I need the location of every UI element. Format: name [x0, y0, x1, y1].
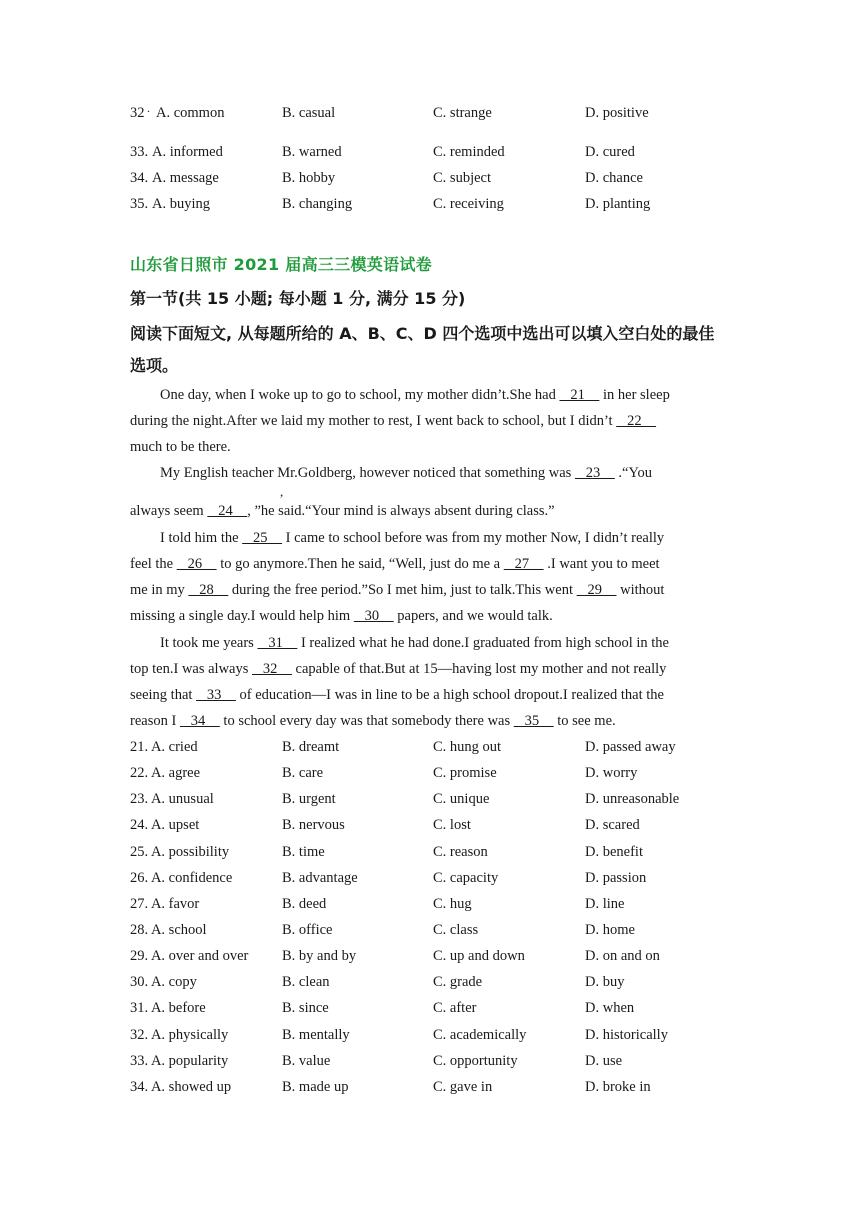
option-b: B. by and by [282, 948, 357, 964]
passage-text: .I want you to meet [543, 556, 660, 572]
passage-text: I realized what he had done.I graduated from high school in the [297, 635, 669, 651]
question-options [130, 762, 750, 784]
blank-23: 23 [574, 465, 615, 481]
passage-text: feel the [130, 556, 177, 572]
option-c: C. gave in [433, 1079, 493, 1095]
option-d: D. benefit [585, 844, 643, 860]
question-options [130, 1076, 750, 1098]
blank-31: 31 [257, 635, 298, 651]
option-d: D. buy [585, 974, 625, 990]
blank-21: 21 [559, 387, 600, 403]
option-a: A. message [152, 170, 219, 186]
option-c: C. after [433, 1000, 477, 1016]
option-d: D. passion [585, 870, 647, 886]
question-options [130, 841, 750, 863]
option-c: C. promise [433, 765, 497, 781]
option-a: A. buying [152, 196, 210, 212]
question-options [130, 919, 750, 941]
passage-text: always seem [130, 503, 208, 519]
passage-text: capable of that.But at 15—having lost my mother and not really [291, 661, 667, 677]
question-34-options [130, 167, 750, 189]
passage-text: during the free period.”So I met him, just to talk.This went [228, 582, 577, 598]
passage-line [130, 410, 730, 432]
option-b: B. made up [282, 1079, 349, 1095]
passage-text: One day, when I woke up to go to school, my mother didn’t.She had [160, 387, 560, 403]
option-b: B. nervous [282, 817, 345, 833]
passage-text: reason I [130, 713, 180, 729]
passage-text: It took me years [160, 635, 258, 651]
question-32-number: 32 [130, 105, 145, 121]
option-b: B. casual [282, 105, 336, 121]
option-b: B. value [282, 1053, 331, 1069]
option-b: B. since [282, 1000, 329, 1016]
option-d: D. cured [585, 144, 635, 160]
question-32-options [130, 102, 750, 124]
blank-22: 22 [616, 413, 657, 429]
option-a: 24. A. upset [130, 817, 200, 833]
option-b: B. urgent [282, 791, 336, 807]
passage-line [130, 605, 730, 627]
blank-34: 34 [179, 713, 220, 729]
instructions: 阅读下面短文, 从每题所给的 A、B、C、D 四个选项中选出可以填入空白处的最佳选项。 [130, 324, 715, 375]
passage-text: My English teacher [160, 465, 274, 481]
option-a: 33. A. popularity [130, 1053, 229, 1069]
passage-text: top ten.I was always [130, 661, 253, 677]
option-c: C. reminded [433, 144, 505, 160]
option-c: C. lost [433, 817, 471, 833]
question-options [130, 788, 750, 810]
blank-25: 25 [242, 530, 283, 546]
passage-line [160, 384, 760, 406]
blank-24: 24 [207, 503, 248, 519]
option-b: B. mentally [282, 1027, 350, 1043]
passage-text: I told him the [160, 530, 243, 546]
option-c: C. subject [433, 170, 491, 186]
option-a: 25. A. possibility [130, 844, 230, 860]
passage-text: of education—I was in line to be a high school dropout.I realized that the [235, 687, 664, 703]
blank-29: 29 [576, 582, 617, 598]
option-a: 30. A. copy [130, 974, 197, 990]
option-a: A. common [156, 105, 225, 121]
option-d: D. home [585, 922, 635, 938]
question-35-options [130, 193, 750, 215]
option-c: C. reason [433, 844, 488, 860]
option-c: C. receiving [433, 196, 504, 212]
passage-line [130, 436, 730, 458]
passage-line [130, 553, 730, 575]
passage-text: missing a single day.I would help him [130, 608, 354, 624]
option-b: B. hobby [282, 170, 336, 186]
option-b: B. care [282, 765, 324, 781]
passage-line [130, 684, 730, 706]
question-options [130, 1024, 750, 1046]
option-c: C. hug [433, 896, 472, 912]
option-d: D. when [585, 1000, 635, 1016]
option-a: 32. A. physically [130, 1027, 229, 1043]
passage-line [160, 632, 760, 654]
passage-line [160, 527, 760, 549]
passage-text: to school every day was that somebody there was [219, 713, 514, 729]
passage-line [130, 658, 730, 680]
passage-line [160, 462, 760, 484]
option-a: 23. A. unusual [130, 791, 214, 807]
option-d: D. passed away [585, 739, 676, 755]
option-a: 22. A. agree [130, 765, 201, 781]
option-c: C. up and down [433, 948, 525, 964]
section-title: 第一节(共 15 小题; 每小题 1 分, 满分 15 分) [130, 289, 466, 308]
option-b: B. dreamt [282, 739, 340, 755]
exam-source-title: 山东省日照市 2021 届高三三模英语试卷 [130, 255, 432, 274]
passage-text: Mr.Goldberg, however noticed that something was [277, 465, 575, 481]
question-options [130, 1050, 750, 1072]
question-34-number: 34. [130, 170, 149, 186]
question-options [130, 736, 750, 758]
option-c: C. grade [433, 974, 483, 990]
passage-text: much to be there. [130, 439, 231, 455]
option-c: C. capacity [433, 870, 499, 886]
option-a: 27. A. favor [130, 896, 200, 912]
question-options [130, 893, 750, 915]
blank-26: 26 [176, 556, 217, 572]
option-d: D. scared [585, 817, 640, 833]
blank-35: 35 [513, 713, 554, 729]
question-options [130, 814, 750, 836]
option-d: D. broke in [585, 1079, 651, 1095]
option-b: B. office [282, 922, 333, 938]
question-options [130, 997, 750, 1019]
option-d: D. positive [585, 105, 649, 121]
option-b: B. warned [282, 144, 342, 160]
option-a: 31. A. before [130, 1000, 206, 1016]
question-options [130, 971, 750, 993]
option-b: B. changing [282, 196, 353, 212]
option-b: B. clean [282, 974, 330, 990]
blank-27: 27 [503, 556, 544, 572]
passage-text: in her sleep [599, 387, 670, 403]
option-c: C. class [433, 922, 479, 938]
option-b: B. advantage [282, 870, 358, 886]
question-options [130, 945, 750, 967]
option-d: D. line [585, 896, 625, 912]
option-d: D. historically [585, 1027, 668, 1043]
passage-text: papers, and we would talk. [393, 608, 553, 624]
option-d: D. use [585, 1053, 623, 1069]
option-c: C. hung out [433, 739, 502, 755]
option-b: B. time [282, 844, 325, 860]
question-33-options [130, 141, 750, 163]
option-b: B. deed [282, 896, 327, 912]
passage-text: to go anymore.Then he said, “Well, just do me a [216, 556, 504, 572]
option-a: A. informed [152, 144, 223, 160]
stray-comma: , [280, 484, 284, 499]
option-a: 34. A. showed up [130, 1079, 232, 1095]
question-33-number: 33. [130, 144, 149, 160]
option-c: C. unique [433, 791, 490, 807]
blank-28: 28 [188, 582, 229, 598]
passage-text: seeing that [130, 687, 197, 703]
option-a: 29. A. over and over [130, 948, 249, 964]
blank-32: 32 [252, 661, 292, 677]
stray-dot: . [147, 101, 150, 115]
option-d: D. worry [585, 765, 638, 781]
passage-text: without [616, 582, 665, 598]
passage-text: .“You [614, 465, 653, 481]
option-c: C. academically [433, 1027, 527, 1043]
passage-text: during the night.After we laid my mother to rest, I went back to school, but I didn’t [130, 413, 617, 429]
option-d: D. on and on [585, 948, 660, 964]
option-a: 21. A. cried [130, 739, 198, 755]
option-d: D. chance [585, 170, 643, 186]
question-options [130, 867, 750, 889]
blank-33: 33 [196, 687, 236, 703]
passage-line [130, 710, 730, 732]
option-c: C. strange [433, 105, 492, 121]
passage-text: to see me. [553, 713, 616, 729]
passage-text: me in my [130, 582, 189, 598]
option-d: D. unreasonable [585, 791, 680, 807]
blank-30: 30 [353, 608, 394, 624]
passage-line [130, 579, 730, 601]
option-d: D. planting [585, 196, 651, 212]
option-c: C. opportunity [433, 1053, 518, 1069]
question-35-number: 35. [130, 196, 149, 212]
passage-text: , ”he said.“Your mind is always absent during class.” [247, 503, 555, 519]
passage-text: I came to school before was from my mother Now, I didn’t really [282, 530, 665, 546]
option-a: 26. A. confidence [130, 870, 233, 886]
option-a: 28. A. school [130, 922, 207, 938]
passage-line [130, 500, 730, 522]
